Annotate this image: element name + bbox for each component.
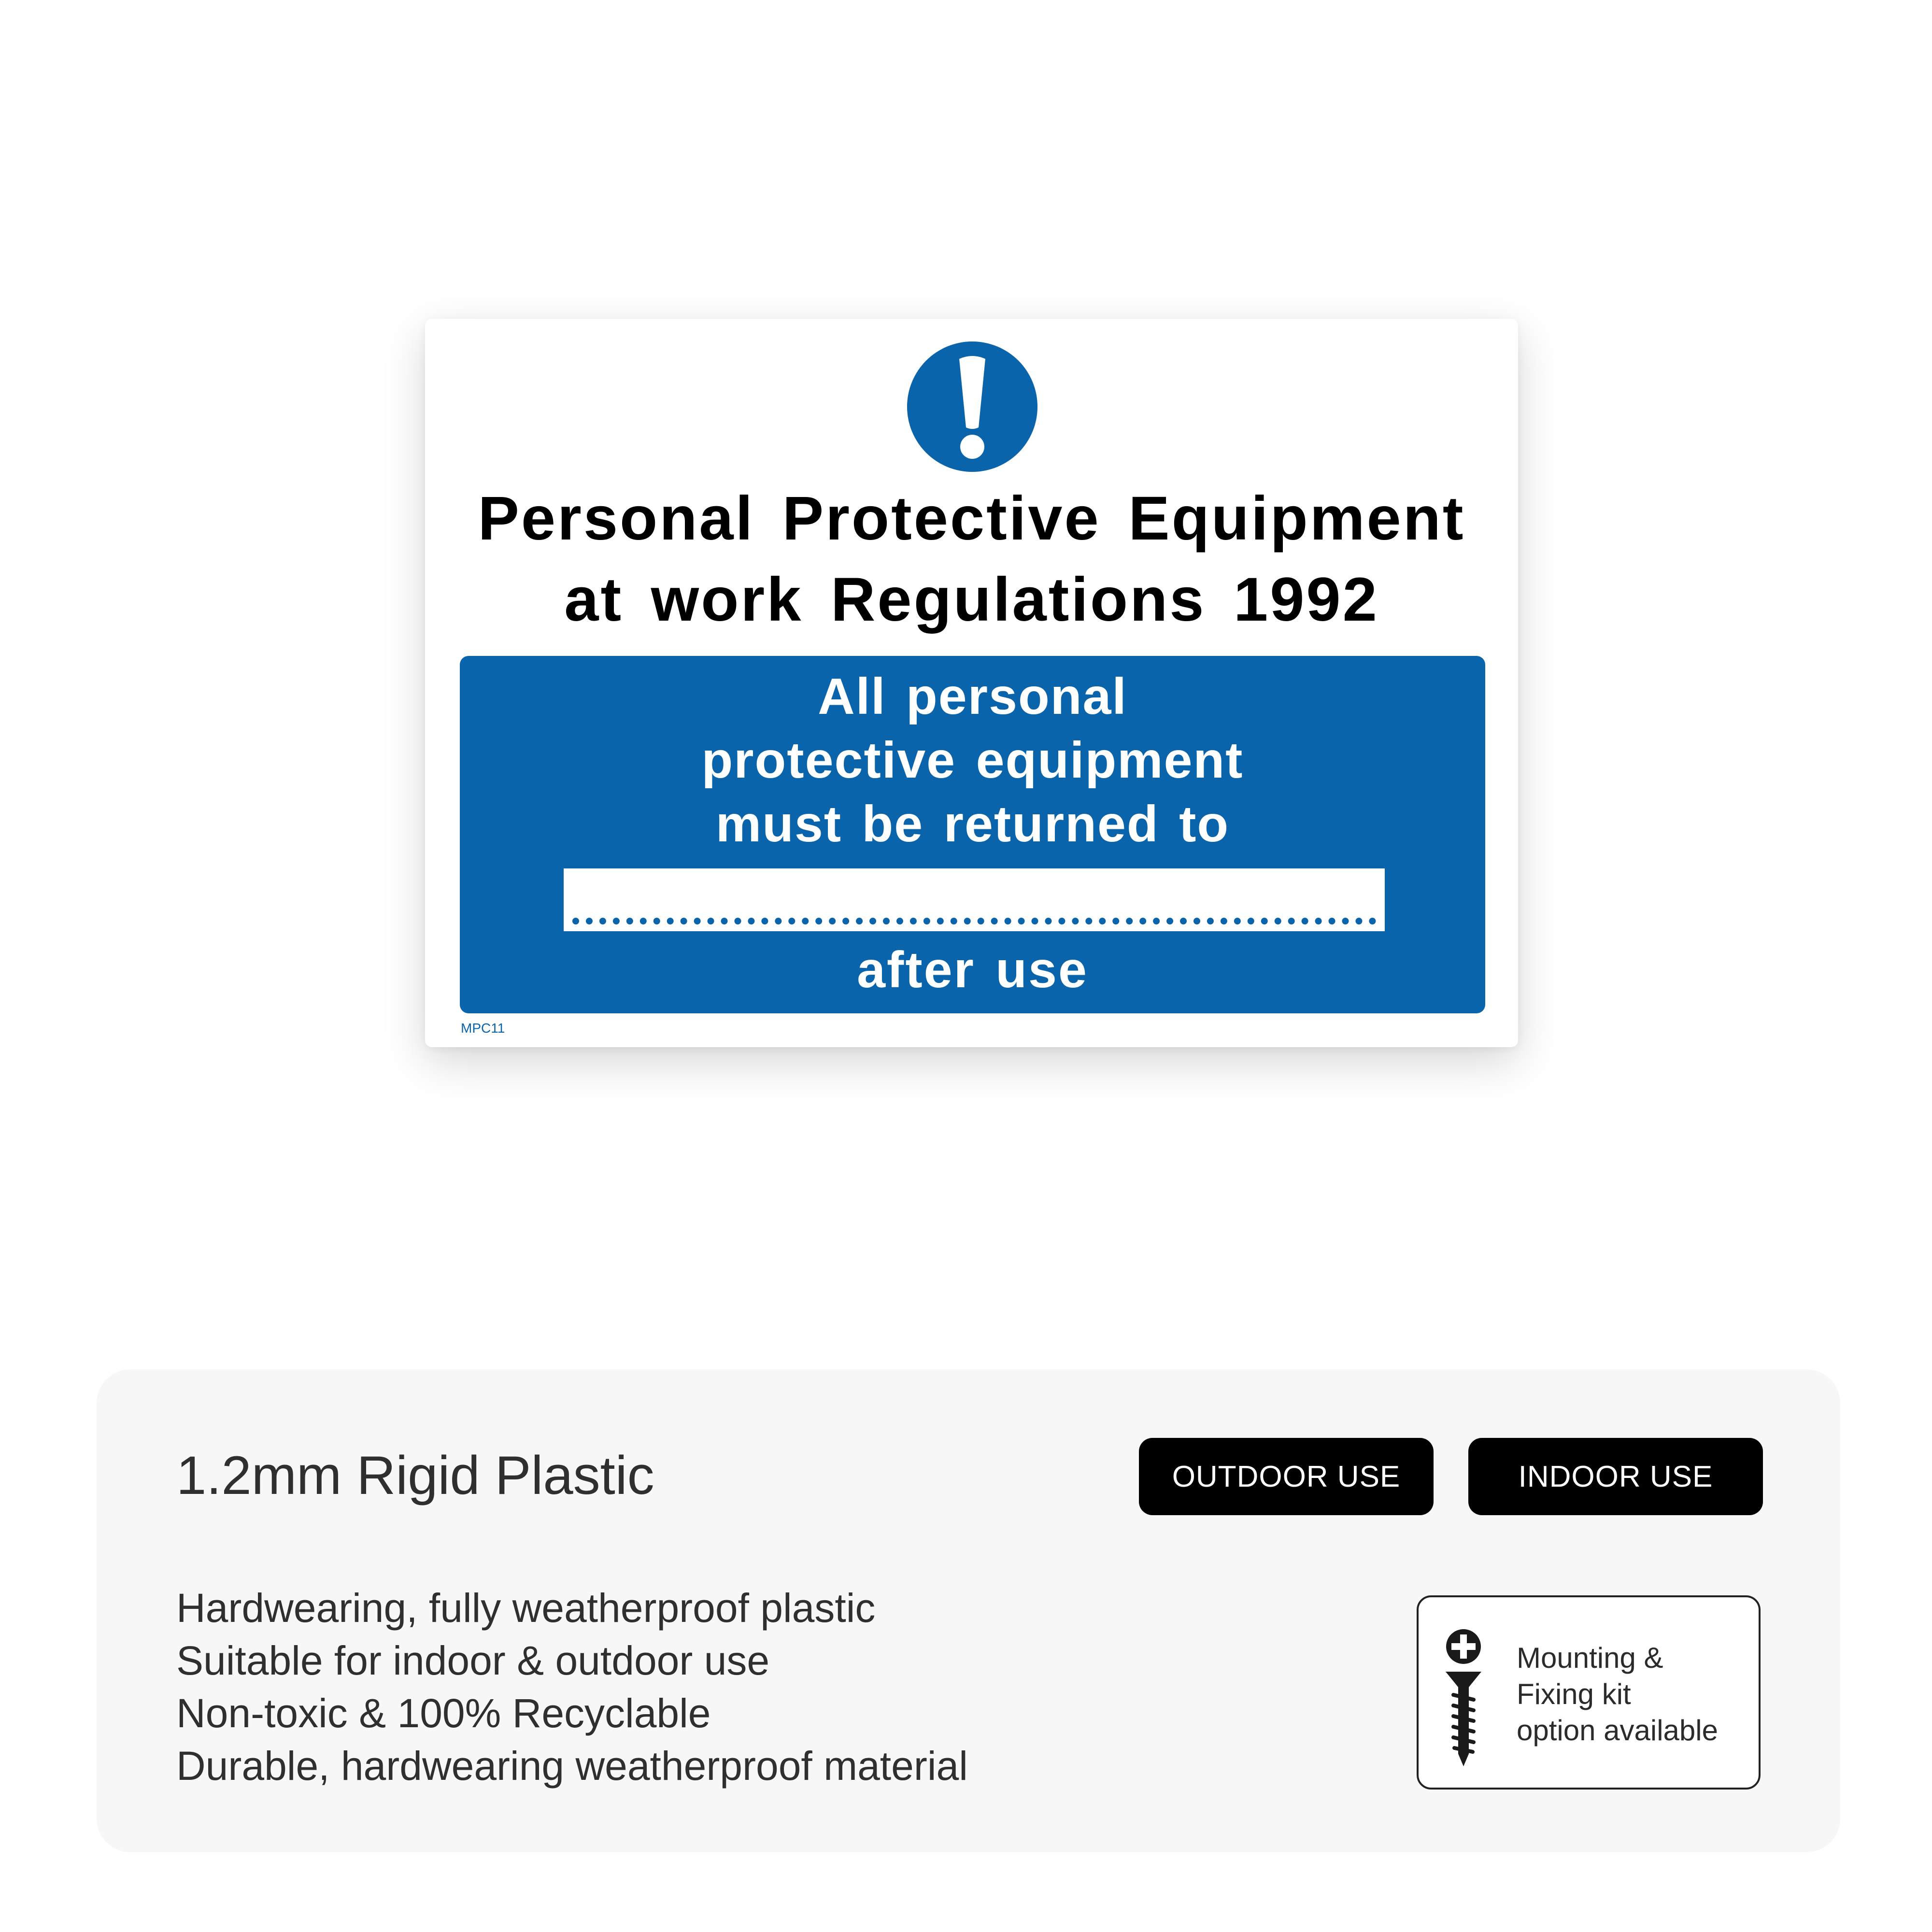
after-use-text: after use [857,941,1088,998]
indoor-use-badge: INDOOR USE [1468,1438,1763,1515]
feature-item: Durable, hardwearing weatherproof material [176,1743,968,1789]
exclamation-mark-mandatory-icon [907,341,1037,472]
write-in-blank-box [564,868,1385,931]
feature-item: Non-toxic & 100% Recyclable [176,1690,711,1736]
sign-title [425,478,1518,640]
kit-line: option available [1517,1714,1718,1747]
panel-line: protective equipment [701,732,1244,789]
outdoor-use-badge: OUTDOOR USE [1139,1438,1434,1515]
panel-line: All personal [818,668,1127,725]
sign-code: MPC11 [461,1021,505,1036]
sign-title-line: Personal Protective Equipment [478,484,1465,553]
product-info-card [97,1369,1840,1852]
safety-sign [425,319,1518,1047]
feature-item: Suitable for indoor & outdoor use [176,1638,770,1683]
kit-line: Mounting & [1517,1642,1663,1674]
material-title: 1.2mm Rigid Plastic [176,1445,654,1506]
fixing-kit-text [1517,1640,1718,1748]
panel-line: must be returned to [715,796,1230,852]
panel-instruction-text [460,665,1485,856]
feature-item: Hardwearing, fully weatherproof plastic [176,1585,876,1631]
feature-list [176,1582,968,1792]
kit-line: Fixing kit [1517,1678,1631,1710]
blue-instruction-panel [460,656,1485,1013]
fixing-kit-box [1417,1595,1761,1790]
dotted-line [572,918,1376,924]
sign-title-line: at work Regulations 1992 [564,565,1379,634]
screw-icon [1442,1627,1485,1767]
